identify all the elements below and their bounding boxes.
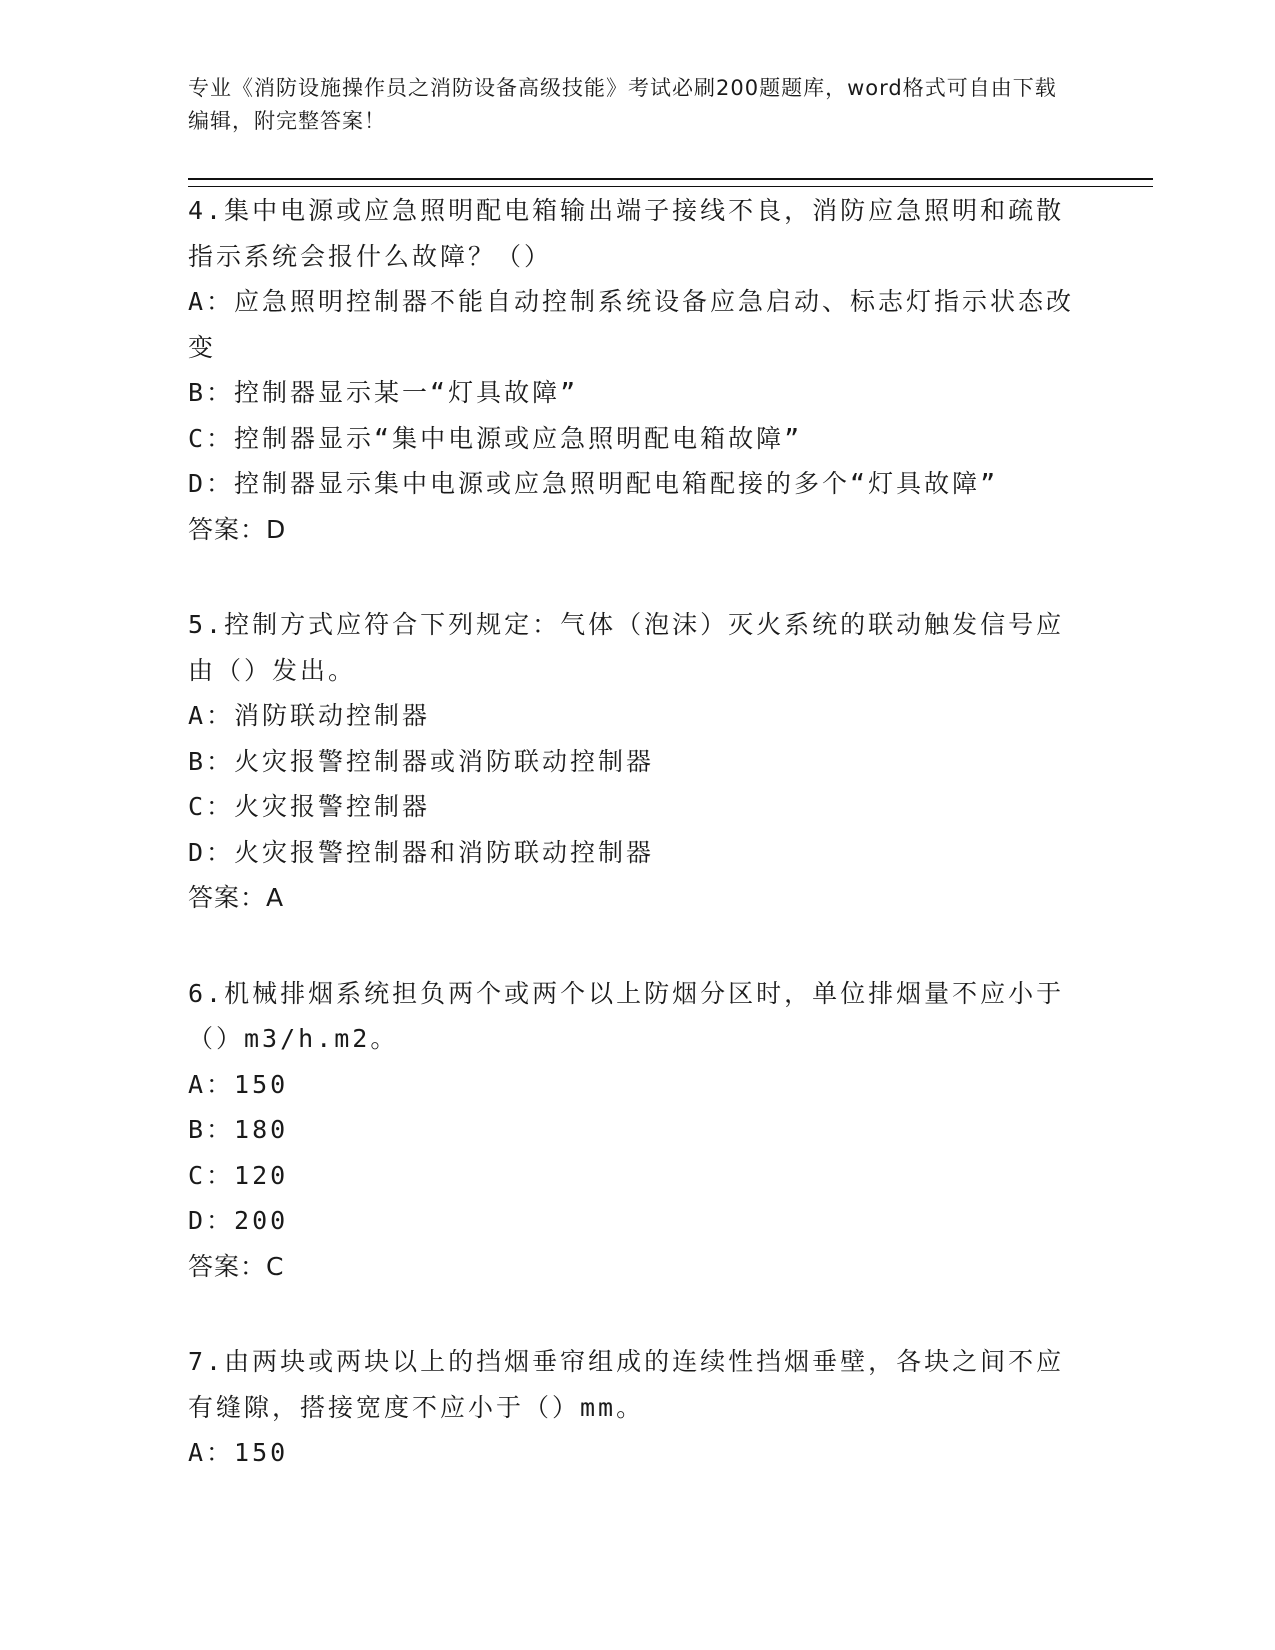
question-stem: 6.机械排烟系统担负两个或两个以上防烟分区时，单位排烟量不应小于（）m3/h.m2。 [188,978,1065,1053]
question-7 [188,1339,1088,1476]
question-stem: 4.集中电源或应急照明配电箱输出端子接线不良，消防应急照明和疏散指示系统会报什么故障？（） [188,196,1065,271]
document-header: 专业《消防设施操作员之消防设备高级技能》考试必刷200题题库，word格式可自由下载编辑，附完整答案！ [188,76,1057,133]
option-a: A：150 [188,1438,289,1467]
option-a: A：应急照明控制器不能自动控制系统设备应急启动、标志灯指示状态改变 [188,287,1075,362]
option-b: B：火灾报警控制器或消防联动控制器 [188,746,655,776]
header-divider [188,178,1153,187]
option-c: C：控制器显示“集中电源或应急照明配电箱故障” [188,423,803,453]
question-list [188,188,1088,1526]
answer-line: 答案：C [188,1251,285,1281]
option-c: C：120 [188,1160,289,1190]
option-d: D：火灾报警控制器和消防联动控制器 [188,837,655,867]
option-a: A：消防联动控制器 [188,701,431,730]
option-b: B：控制器显示某一“灯具故障” [188,378,579,407]
option-a: A：150 [188,1069,289,1099]
question-4 [188,188,1088,552]
option-d: D：200 [188,1206,289,1235]
answer-line: 答案：A [188,883,285,912]
question-stem: 5.控制方式应符合下列规定：气体（泡沫）灭火系统的联动触发信号应由（）发出。 [188,610,1065,685]
option-c: C：火灾报警控制器 [188,792,431,821]
question-6 [188,971,1088,1290]
answer-line: 答案：D [188,514,287,544]
option-d: D：控制器显示集中电源或应急照明配电箱配接的多个“灯具故障” [188,469,999,498]
question-5 [188,602,1088,921]
question-stem: 7.由两块或两块以上的挡烟垂帘组成的连续性挡烟垂壁，各块之间不应有缝隙，搭接宽度不应小于（）mm。 [188,1347,1065,1422]
option-b: B：180 [188,1115,289,1144]
